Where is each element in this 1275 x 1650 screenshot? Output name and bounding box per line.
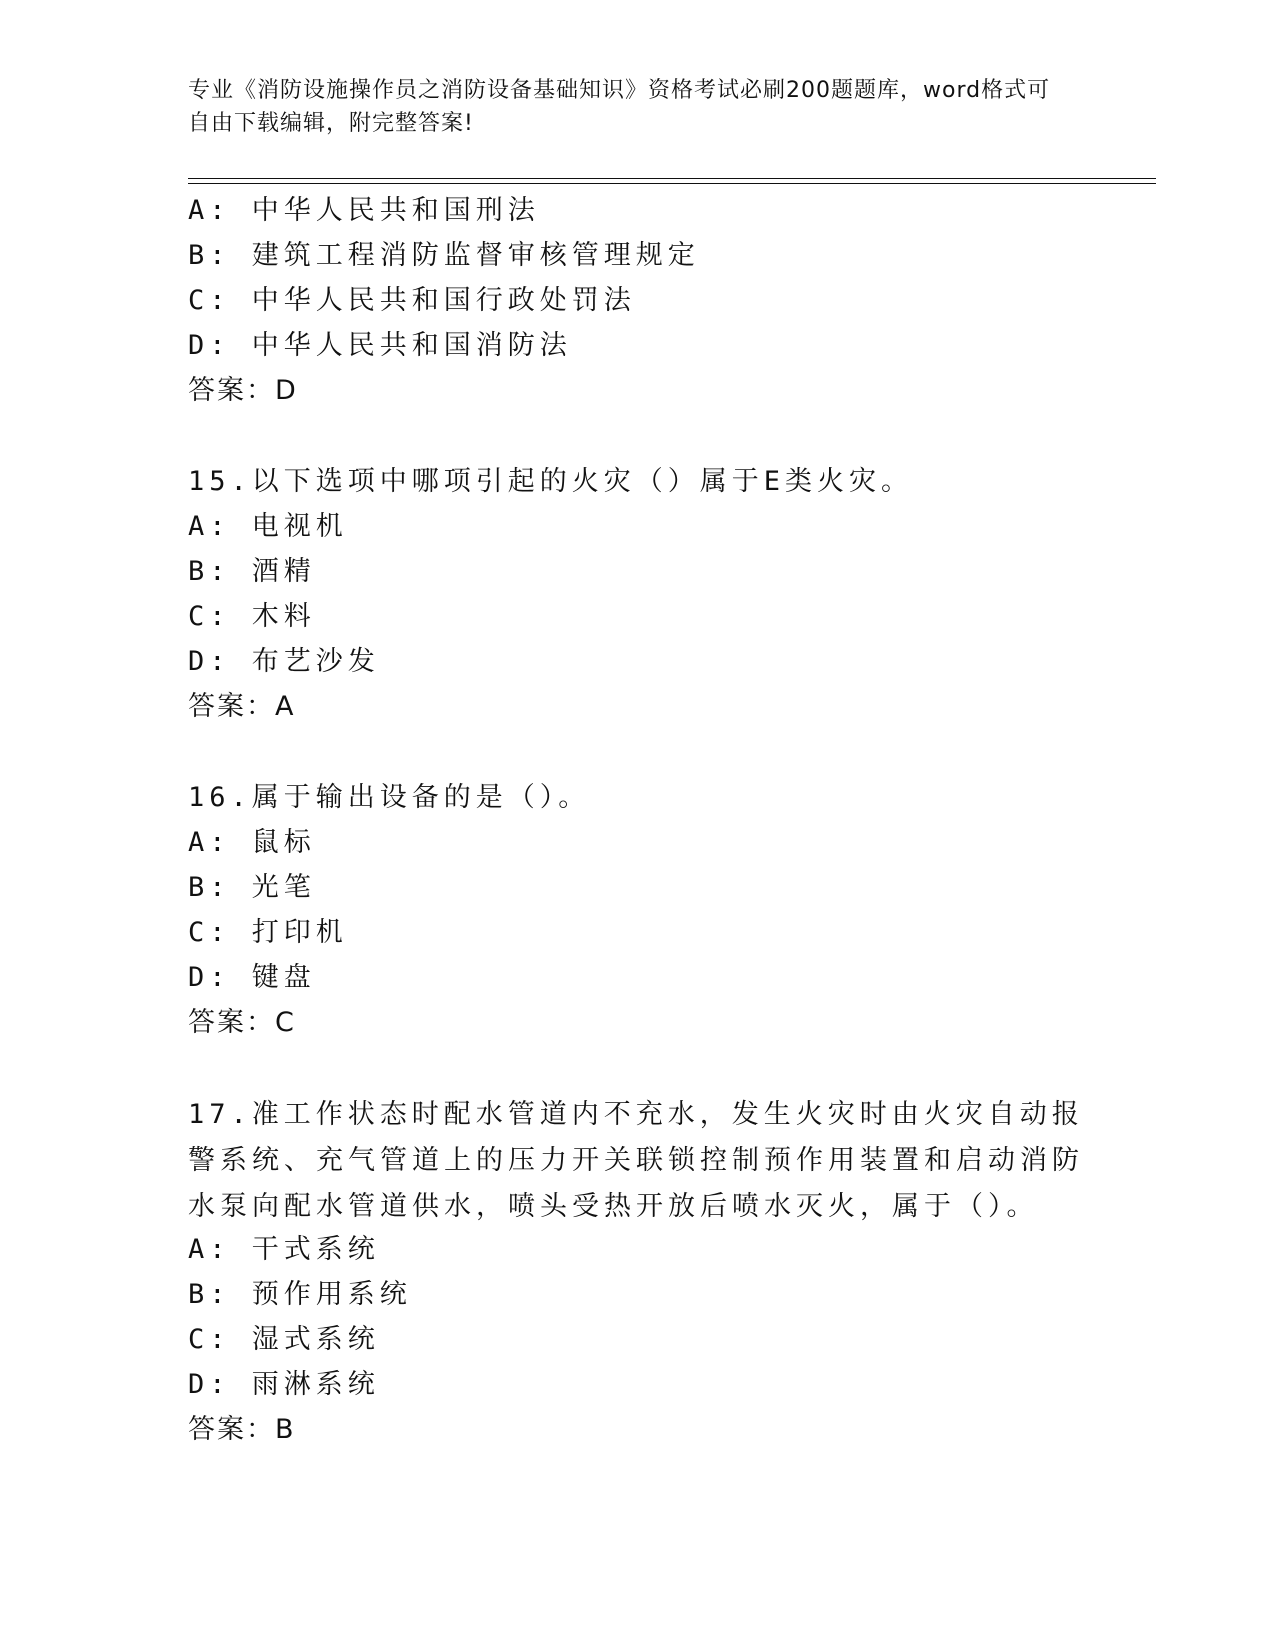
q14-option-a: A: 中华人民共和国刑法	[188, 195, 540, 226]
q15-answer: 答案：A	[188, 691, 296, 722]
q16-answer: 答案：C	[188, 1007, 296, 1038]
q14-option-d: D: 中华人民共和国消防法	[188, 330, 572, 361]
q16-option-b: B: 光笔	[188, 872, 316, 903]
header-rule-bottom	[188, 183, 1156, 184]
q17-answer: 答案：B	[188, 1414, 296, 1445]
q14-option-c: C: 中华人民共和国行政处罚法	[188, 285, 636, 316]
document-header: 专业《消防设施操作员之消防设备基础知识》资格考试必刷200题题库，word格式可自由下载编辑，附完整答案!	[188, 78, 1051, 136]
q15-question: 15.以下选项中哪项引起的火灾（）属于E类火灾。	[188, 466, 914, 497]
q17-question: 17.准工作状态时配水管道内不充水，发生火灾时由火灾自动报警系统、充气管道上的压力开关联锁控制预作用装置和启动消防水泵向配水管道供水，喷头受热开放后喷水灭火，属于（）。	[188, 1099, 1084, 1222]
q15-option-a: A: 电视机	[188, 511, 348, 542]
q15-option-b: B: 酒精	[188, 556, 316, 587]
q15-option-c: C: 木料	[188, 601, 316, 632]
q16-option-d: D: 键盘	[188, 962, 316, 993]
q17-option-a: A: 干式系统	[188, 1234, 380, 1265]
q17-option-b: B: 预作用系统	[188, 1279, 412, 1310]
q16-option-c: C: 打印机	[188, 917, 348, 948]
q16-option-a: A: 鼠标	[188, 827, 316, 858]
q14-answer: 答案：D	[188, 375, 298, 406]
q15-option-d: D: 布艺沙发	[188, 646, 380, 677]
q14-option-b: B: 建筑工程消防监督审核管理规定	[188, 240, 700, 271]
q17-option-c: C: 湿式系统	[188, 1324, 380, 1355]
q16-question: 16.属于输出设备的是（）。	[188, 782, 591, 813]
header-rule-top	[188, 178, 1156, 179]
q17-option-d: D: 雨淋系统	[188, 1369, 380, 1400]
